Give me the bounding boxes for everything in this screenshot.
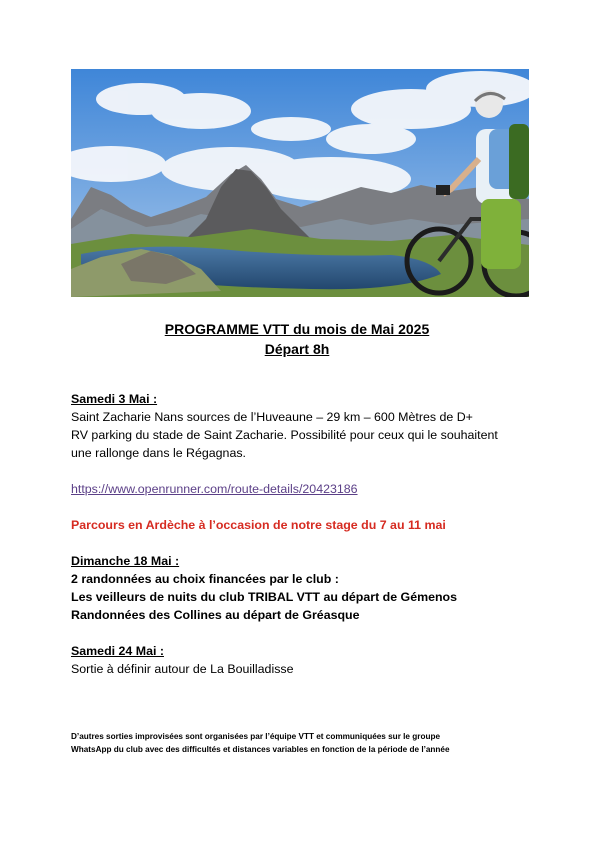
program-content (71, 390, 531, 678)
day-heading: Dimanche 18 Mai : (71, 554, 180, 568)
event-line: 2 randonnées au choix financées par le club : (71, 572, 339, 586)
notice-ardeche (71, 516, 531, 534)
footnote-line: D’autres sorties improvisées sont organisées par l’équipe VTT et communiquées sur le groupe (71, 732, 440, 741)
event-line: Sortie à définir autour de La Bouilladisse (71, 662, 294, 676)
event-line: Randonnées des Collines au départ de Gréasque (71, 608, 360, 622)
section-saturday-3 (71, 390, 531, 498)
footnote (71, 730, 531, 756)
day-heading: Samedi 24 Mai : (71, 644, 164, 658)
title-line-departure: Départ 8h (264, 341, 330, 357)
section-saturday-24 (71, 642, 531, 678)
notice-text: Parcours en Ardèche à l’occasion de notre stage du 7 au 11 mai (71, 518, 446, 532)
mountain-lake-cyclist-photo-icon (71, 69, 529, 297)
event-line: RV parking du stade de Saint Zacharie. Possibilité pour ceux qui le souhaitent (71, 428, 498, 442)
event-line: une rallonge dans le Régagnas. (71, 446, 246, 460)
document-title (0, 319, 594, 359)
day-heading: Samedi 3 Mai : (71, 392, 158, 406)
section-sunday-18 (71, 552, 531, 624)
hero-photo (71, 69, 529, 297)
openrunner-route-link[interactable]: https://www.openrunner.com/route-details/20423186 (71, 482, 358, 496)
event-line: Saint Zacharie Nans sources de l’Huveaune – 29 km – 600 Mètres de D+ (71, 410, 473, 424)
title-line-program: PROGRAMME VTT du mois de Mai 2025 (164, 321, 430, 337)
event-line: Les veilleurs de nuits du club TRIBAL VTT au départ de Gémenos (71, 590, 458, 604)
footnote-line: WhatsApp du club avec des difficultés et distances variables en fonction de la période de l’année (71, 745, 450, 754)
